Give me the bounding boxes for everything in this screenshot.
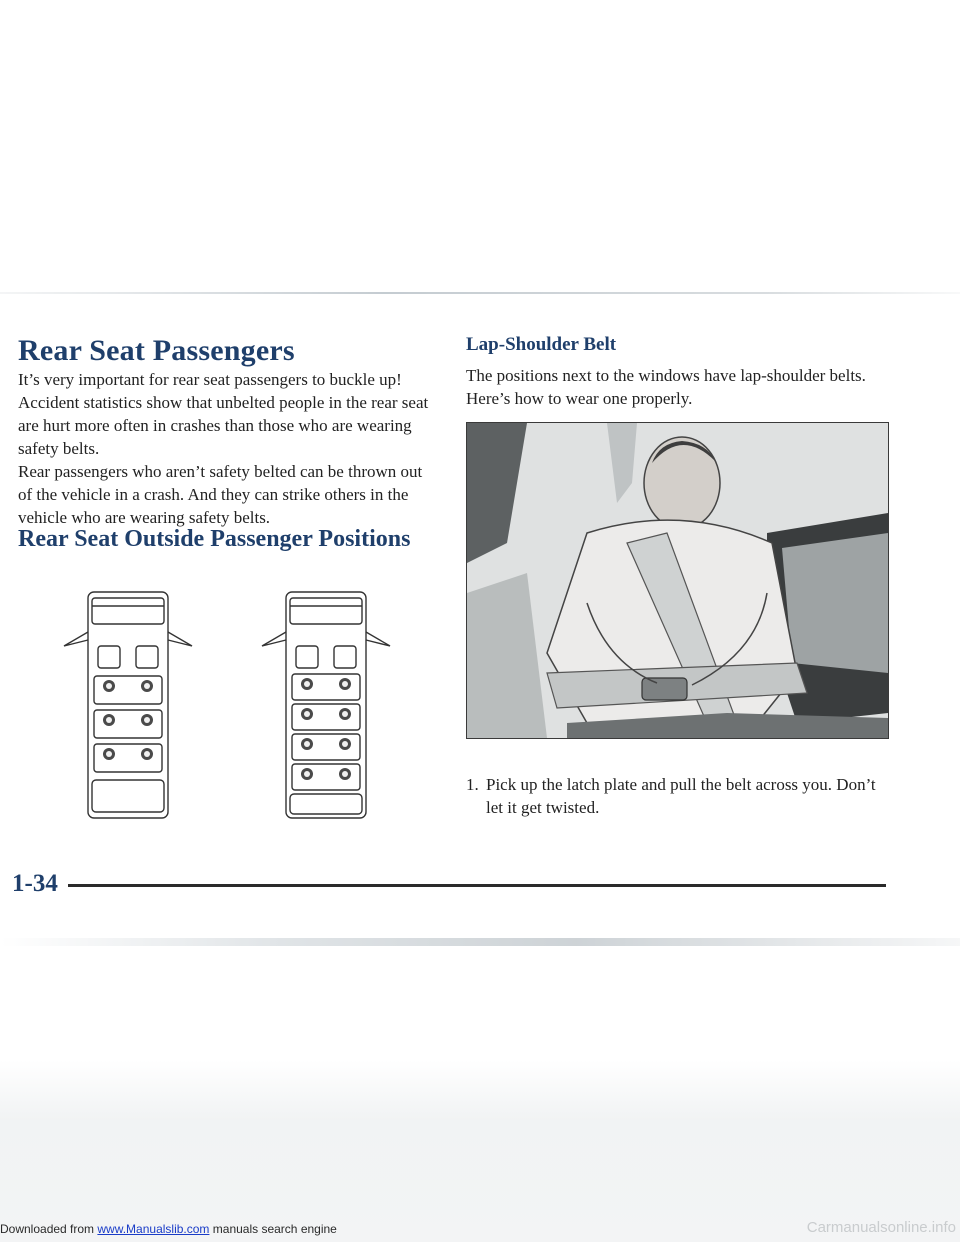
manualslib-link[interactable]: www.Manualslib.com [97,1222,210,1236]
step-number: 1. [466,775,479,794]
van-seating-diagram-right [258,588,394,822]
download-prefix: Downloaded from [0,1222,98,1236]
watermark-carmanualsonline: Carmanualsonline.info [806,1219,956,1236]
download-attribution [0,1222,337,1236]
heading-rear-seat-passengers: Rear Seat Passengers [18,334,295,367]
footer-rule [68,884,886,887]
step-text: Pick up the latch plate and pull the belt across you. Don’t let it get twisted. [486,775,876,817]
page-number: 1-34 [12,870,58,897]
belt-illustration-svg [467,423,888,738]
top-scan-rule [0,292,960,294]
paragraph-buckle-up: It’s very important for rear seat passengers to buckle up! Accident statistics show that unbelted people in the rear seat are hurt more often in crashes than those who are wearing safety belts. [18,370,429,458]
heading-outside-positions: Rear Seat Outside Passenger Positions [18,526,411,552]
heading-lap-shoulder-belt: Lap-Shoulder Belt [466,334,617,355]
illustration-man-buckling-belt [466,422,889,739]
paragraph-unbelted: Rear passengers who aren’t safety belted can be thrown out of the vehicle in a crash. And they can strike others in the vehicle who are wearing safety belts. [18,462,423,527]
van-seating-diagram-left [60,588,196,822]
paragraph-lap-shoulder-intro: The positions next to the windows have lap-shoulder belts. Here’s how to wear one properly. [466,366,866,408]
download-suffix: manuals search engine [209,1222,337,1236]
instruction-step-1 [466,773,896,819]
bottom-scan-rule [0,938,960,946]
